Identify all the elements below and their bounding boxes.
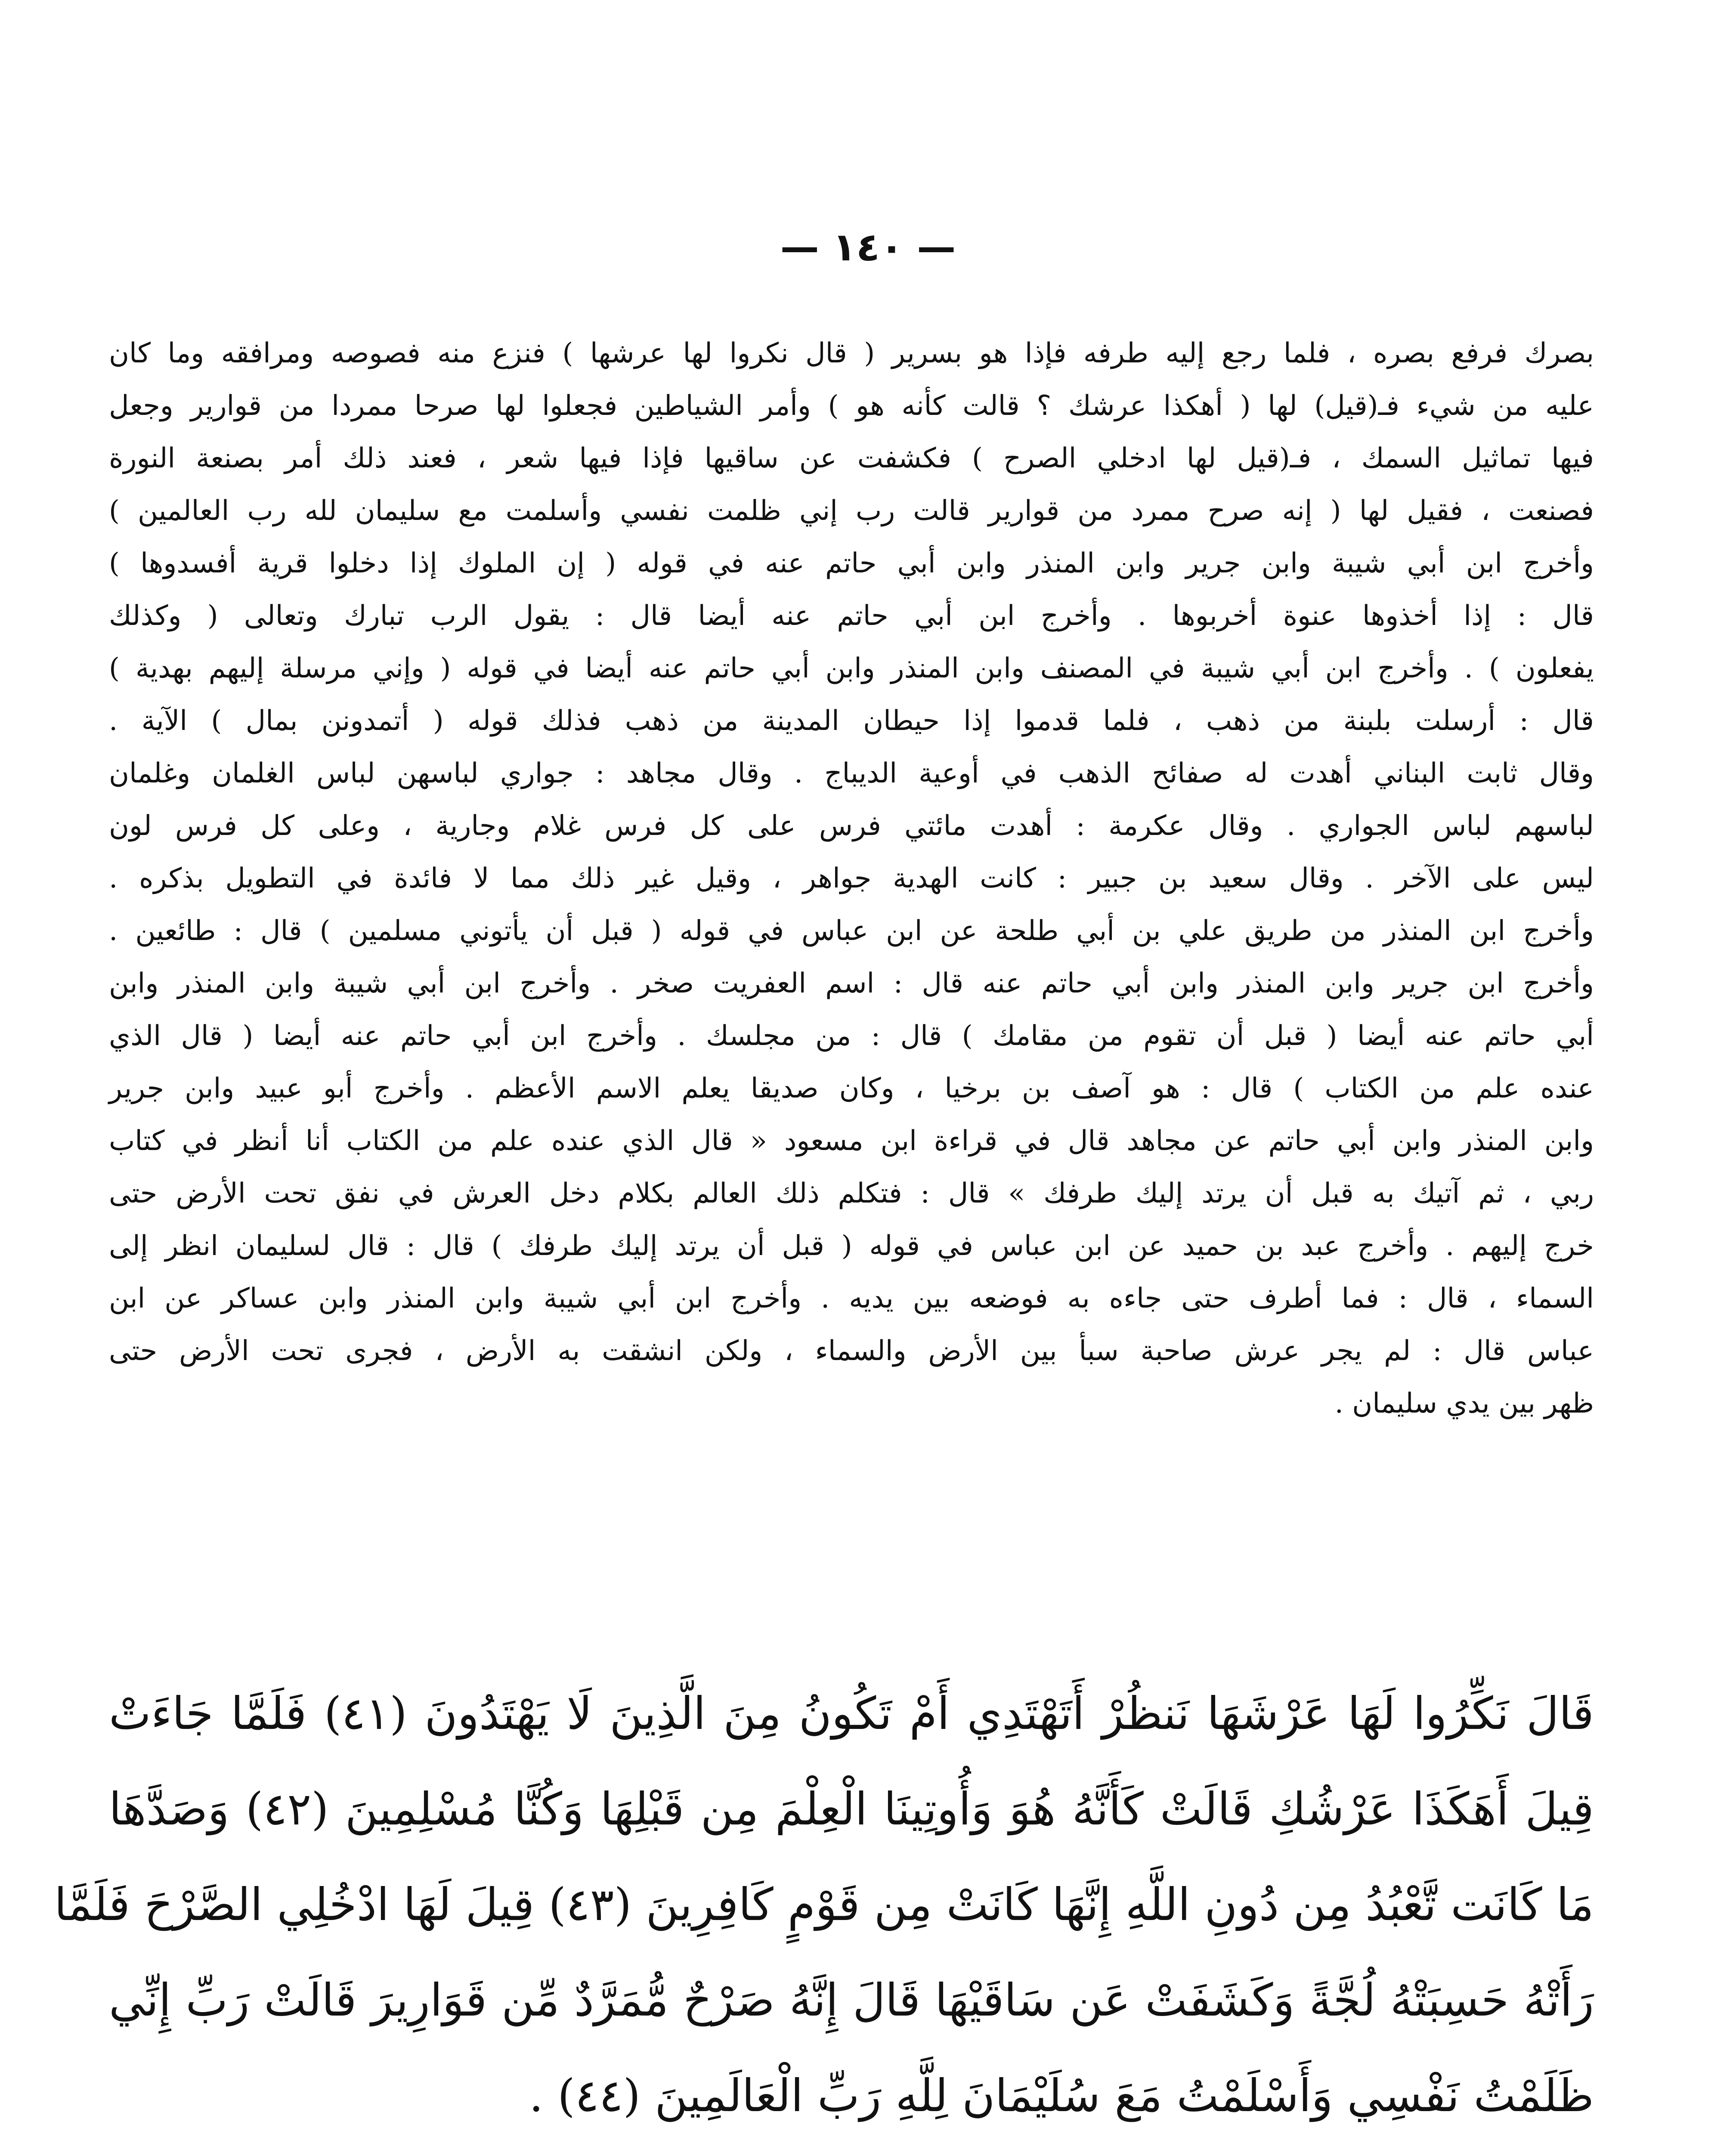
commentary-line: عليه من شيء فـ(قيل) لها ( أهكذا عرشك ؟ قالت كأنه هو ) وأمر الشياطين فجعلوا لها صرحا ممردا من قوارير وجعل xyxy=(109,390,1594,422)
verse-line: رَأَتْهُ حَسِبَتْهُ لُجَّةً وَكَشَفَتْ عَن سَاقَيْهَا قَالَ إِنَّهُ صَرْحٌ مُّمَرَّدٌ مِّن قَوَارِيرَ قَالَتْ رَبِّ إِنِّي xyxy=(109,1974,1594,2026)
commentary-line: وابن المنذر وابن أبي حاتم عن مجاهد قال في قراءة ابن مسعود « قال الذي عنده علم من الكتاب أنا أنظر في كتاب xyxy=(109,1125,1594,1157)
commentary-line: لباسهم لباس الجواري . وقال عكرمة : أهدت مائتي فرس على كل فرس غلام وجارية ، وعلى كل فرس لون xyxy=(109,810,1594,842)
verse-line: قَالَ نَكِّرُوا لَهَا عَرْشَهَا نَنظُرْ أَتَهْتَدِي أَمْ تَكُونُ مِنَ الَّذِينَ لَا يَهْتَدُونَ (٤١) فَلَمَّا جَاءَتْ xyxy=(109,1687,1594,1740)
commentary-line: بصرك فرفع بصره ، فلما رجع إليه طرفه فإذا هو بسرير ( قال نكروا لها عرشها ) فنزع منه فصوصه ومرافقه وما كان xyxy=(109,337,1594,369)
commentary-line: عباس قال : لم يجر عرش صاحبة سبأ بين الأرض والسماء ، ولكن انشقت به الأرض ، فجرى تحت الأرض حتى xyxy=(109,1335,1594,1367)
commentary-line: وأخرج ابن أبي شيبة وابن جرير وابن المنذر وابن أبي حاتم عنه في قوله ( إن الملوك إذا دخلوا قرية أفسدوها ) xyxy=(109,547,1594,579)
page-number: — ١٤٠ — xyxy=(780,225,956,270)
commentary-line: وأخرج ابن جرير وابن المنذر وابن أبي حاتم عنه قال : اسم العفريت صخر . وأخرج ابن أبي شيبة وابن المنذر وابن xyxy=(109,968,1594,999)
commentary-block xyxy=(109,327,1594,1430)
commentary-line: يفعلون ) . وأخرج ابن أبي شيبة في المصنف وابن المنذر وابن أبي حاتم عنه أيضا في قوله ( وإني مرسلة إليهم بهدية ) xyxy=(109,652,1594,684)
verse-line: مَا كَانَت تَّعْبُدُ مِن دُونِ اللَّهِ إِنَّهَا كَانَتْ مِن قَوْمٍ كَافِرِينَ (٤٣) قِيلَ لَهَا ادْخُلِي الصَّرْحَ فَلَمَّا xyxy=(54,1878,1594,1931)
commentary-line: فصنعت ، فقيل لها ( إنه صرح ممرد من قوارير قالت رب إني ظلمت نفسي وأسلمت مع سليمان لله رب العالمين ) xyxy=(109,495,1594,527)
commentary-line: السماء ، قال : فما أطرف حتى جاءه به فوضعه بين يديه . وأخرج ابن أبي شيبة وابن المنذر وابن عساكر عن ابن xyxy=(109,1283,1594,1314)
commentary-line: فيها تماثيل السمك ، فـ(قيل لها ادخلي الصرح ) فكشفت عن ساقيها فإذا فيها شعر ، فعند ذلك أمر بصنعة النورة xyxy=(109,442,1594,474)
commentary-line: وقال ثابت البناني أهدت له صفائح الذهب في أوعية الديباج . وقال مجاهد : جواري لباسهن لباس الغلمان وغلمان xyxy=(109,758,1594,789)
commentary-line: قال : إذا أخذوها عنوة أخربوها . وأخرج ابن أبي حاتم عنه أيضا قال : يقول الرب تبارك وتعالى ( وكذلك xyxy=(109,600,1594,632)
commentary-line: ظهر بين يدي سليمان . xyxy=(1334,1388,1594,1419)
commentary-line: عنده علم من الكتاب ) قال : هو آصف بن برخيا ، وكان صديقا يعلم الاسم الأعظم . وأخرج أبو عبيد وابن جرير xyxy=(109,1073,1594,1104)
commentary-line: أبي حاتم عنه أيضا ( قبل أن تقوم من مقامك ) قال : من مجلسك . وأخرج ابن أبي حاتم عنه أيضا ( قال الذي xyxy=(109,1020,1594,1052)
commentary-line: ربي ، ثم آتيك به قبل أن يرتد إليك طرفك » قال : فتكلم ذلك العالم بكلام دخل العرش في نفق تحت الأرض حتى xyxy=(109,1178,1594,1209)
quran-verses-block xyxy=(54,1666,1594,2143)
verse-line: ظَلَمْتُ نَفْسِي وَأَسْلَمْتُ مَعَ سُلَيْمَانَ لِلَّهِ رَبِّ الْعَالَمِينَ (٤٤) . xyxy=(529,2069,1594,2122)
commentary-line: قال : أرسلت بلبنة من ذهب ، فلما قدموا إذا حيطان المدينة من ذهب فذلك قوله ( أتمدونن بمال ) الآية . xyxy=(109,705,1594,737)
commentary-line: وأخرج ابن المنذر من طريق علي بن أبي طلحة عن ابن عباس في قوله ( قبل أن يأتوني مسلمين ) قال : طائعين . xyxy=(109,915,1594,947)
commentary-line: خرج إليهم . وأخرج عبد بن حميد عن ابن عباس في قوله ( قبل أن يرتد إليك طرفك ) قال : قال لسليمان انظر إلى xyxy=(109,1230,1594,1262)
verse-line: قِيلَ أَهَكَذَا عَرْشُكِ قَالَتْ كَأَنَّهُ هُوَ وَأُوتِينَا الْعِلْمَ مِن قَبْلِهَا وَكُنَّا مُسْلِمِينَ (٤٢) وَصَدَّهَا xyxy=(109,1783,1594,1835)
commentary-line: ليس على الآخر . وقال سعيد بن جبير : كانت الهدية جواهر ، وقيل غير ذلك مما لا فائدة في التطويل بذكره . xyxy=(109,863,1594,894)
